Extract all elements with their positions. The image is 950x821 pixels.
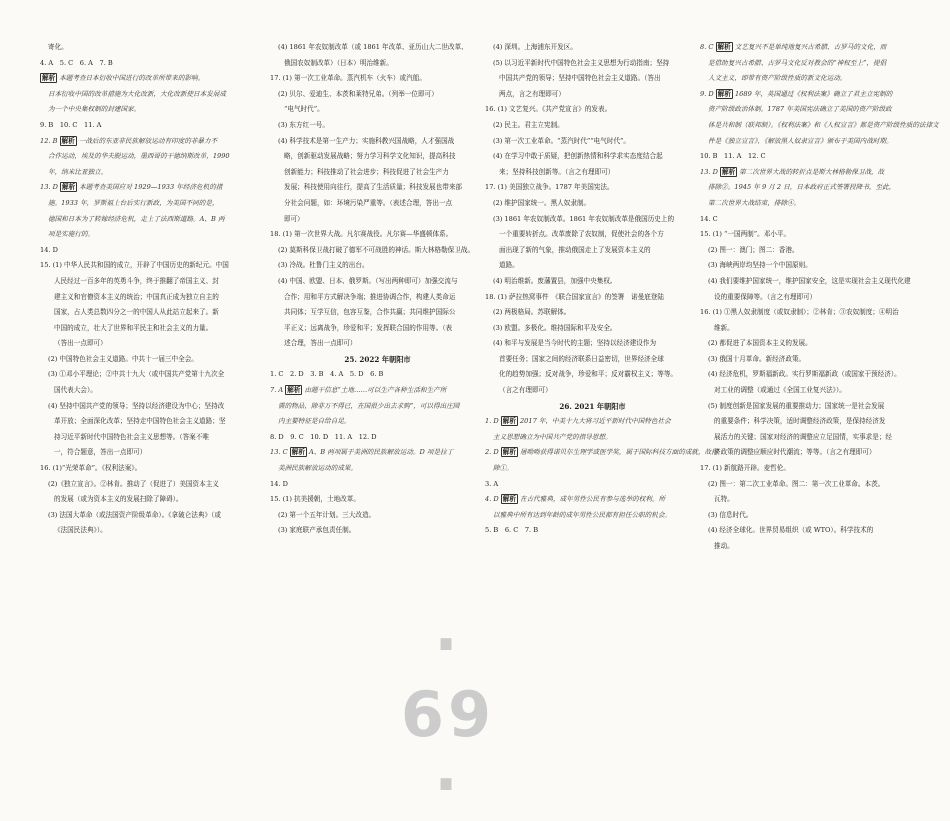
answer-text: 对工业的调整（或通过《全国工业复兴法》）。 — [714, 386, 846, 395]
answer-text: 美洲民族解放运动的成果。 — [278, 464, 358, 473]
answer-text: (3) 欧盟。多极化。维持国际和平及安全。 — [493, 323, 617, 332]
answer-line — [700, 180, 915, 196]
answer-text: 文艺复兴不是单纯地复兴古希腊、古罗马的文化，而 — [734, 43, 887, 51]
answer-text: 合作运动，埃及的华夫脱运动，墨西哥的干德纳斯改革，1990 — [48, 152, 230, 161]
answer-text: 18. (1) 萨拉热窝事件 《联合国家宣言》的签署 诺曼底登陆 — [485, 292, 664, 301]
answer-line — [485, 40, 700, 56]
question-number: 1. D — [485, 417, 499, 426]
question-number: 4. D — [485, 495, 499, 504]
answer-text: 推动。 — [714, 542, 734, 550]
answer-text: 1. C 2. D 3. B 4. A 5. D 6. B — [270, 370, 384, 379]
answer-text: 16. (1) 文艺复兴。《共产党宣言》的发表。 — [485, 105, 612, 114]
answer-text: 略，创新驱动发展战略；努力学习科学文化知识，提高科技 — [284, 152, 456, 161]
answer-text: (2) 贝尔、爱迪生、本茨和莱特兄弟。（列举一位即可） — [278, 89, 438, 98]
answer-line — [40, 430, 255, 446]
answer-text: 第二次世界大战的转折点是斯大林格勒保卫战，故 — [739, 167, 885, 176]
answer-text: 《法国民法典》）。 — [54, 526, 107, 535]
answer-line — [270, 445, 485, 461]
answer-line — [700, 492, 915, 508]
answer-line — [270, 40, 485, 56]
answer-text: (4) 和平与发展是当今时代的主题；坚持以经济建设作为 — [493, 339, 657, 348]
answer-text: 述合理，答出一点即可） — [284, 339, 357, 348]
answer-line — [270, 212, 485, 228]
answer-line — [40, 243, 255, 259]
answer-line — [40, 352, 255, 368]
question-number: 9. D — [700, 89, 714, 98]
answer-line — [485, 165, 700, 181]
answer-text: 18. (1) 第一次世界大战。凡尔赛战役。凡尔赛—华盛顿体系。 — [270, 230, 453, 239]
answer-text: (4) 我们要维护国家统一，维护国家安全，这是实现社会主义现代化建 — [708, 276, 911, 285]
answer-text: 国代表大会）。 — [54, 386, 97, 395]
answer-line — [700, 274, 915, 290]
answer-text: (4) 科学技术是第一生产力；实施科教兴国战略，人才强国战 — [278, 136, 455, 145]
answer-text: 由题干信息“土地……可以生产各种生活和生产所 — [304, 386, 447, 395]
answer-line — [40, 383, 255, 399]
answer-line — [40, 71, 255, 87]
answer-text: 合作；用和平方式解决争端；推进协调合作，构建人类命运 — [284, 292, 456, 301]
answer-line — [270, 290, 485, 306]
answer-line — [270, 508, 485, 524]
answer-text: 一，符合题意，答出一点即可） — [54, 448, 147, 457]
answer-line — [270, 399, 485, 415]
answer-text: (4) 经济全球化。世界贸易组织（或 WTO）。科学技术的 — [708, 526, 874, 535]
answer-line — [40, 461, 255, 477]
answer-line — [270, 118, 485, 134]
answer-text: (2) 图一：澳门；图二：香港。 — [708, 245, 799, 254]
answer-line — [40, 414, 255, 430]
analysis-tag: 解析 — [502, 417, 516, 426]
column-4 — [700, 40, 939, 668]
answer-line — [485, 492, 700, 508]
answer-line — [40, 258, 255, 274]
question-number: 2. D — [485, 448, 499, 457]
answer-text: 3. A — [485, 479, 499, 488]
answer-text: 8. D 9. C 10. D 11. A 12. D — [270, 432, 377, 441]
answer-text: 革开放；全面深化改革；坚持走中国特色社会主义道路；坚 — [54, 417, 226, 426]
answer-text: (2)《独立宣言》。②林肯。推动了（促进了）美国资本主义 — [48, 479, 219, 488]
answer-line — [485, 56, 700, 72]
answer-text: 以雅典中所有达到年龄的成年男性公民都有担任公职的机会。 — [493, 510, 672, 519]
answer-text: 化的趋势加强；反对战争，珍爱和平；反对霸权主义；等等。 — [499, 370, 678, 379]
answer-text: (3) 俄国十月革命。新经济政策。 — [708, 354, 806, 363]
answer-text: 为一个中央集权制的封建国家。 — [48, 105, 141, 114]
answer-line — [700, 134, 915, 150]
answer-line — [270, 243, 485, 259]
analysis-tag: 解析 — [717, 43, 731, 51]
answer-text: 人文主义，即带有资产阶级性质的新文化运动。 — [708, 74, 847, 83]
answer-line — [700, 243, 915, 259]
question-number: 13. D — [40, 183, 58, 192]
answer-line — [40, 40, 255, 56]
answer-line — [485, 336, 700, 352]
answer-text: 第二次世界大战结束，排除④。 — [708, 198, 801, 207]
answer-text: 平正义；远离战争，珍爱和平；发挥联合国的作用等。（表 — [284, 323, 453, 332]
answer-line — [700, 539, 915, 555]
answer-line — [270, 165, 485, 181]
answer-line — [270, 87, 485, 103]
analysis-tag: 解析 — [287, 386, 301, 395]
answer-line — [700, 508, 915, 524]
answer-line — [40, 492, 255, 508]
answer-line — [485, 118, 700, 134]
answer-text: 主义思想确立为中国共产党的指导思想。 — [493, 432, 612, 441]
answer-line — [270, 430, 485, 446]
answer-line — [40, 212, 255, 228]
answer-line — [485, 461, 700, 477]
answer-line — [270, 492, 485, 508]
answer-text: 创新能力；科技推动了社会进步；科技促进了社会生产力 — [284, 167, 449, 176]
answer-line — [700, 414, 915, 430]
answer-text: 人民经过一百多年的英勇斗争，终于推翻了帝国主义、封 — [54, 276, 219, 285]
answer-text: 屠呦呦获得诺贝尔生理学或医学奖，属于国际科技方面的成就，故排 — [519, 448, 718, 457]
answer-text: 14. C — [700, 214, 718, 223]
analysis-tag: 解析 — [717, 89, 731, 98]
answer-text: 2017 年，中美十九大将习近平新时代中国特色社会 — [519, 417, 671, 426]
answer-text: (3) 家庭联产承包责任制。 — [278, 526, 356, 535]
answer-line — [485, 243, 700, 259]
answer-line — [270, 149, 485, 165]
answer-line — [270, 367, 485, 383]
answer-line — [270, 477, 485, 493]
answer-line — [40, 102, 255, 118]
answer-text: (2) 两极格局。苏联解体。 — [493, 308, 571, 317]
answer-text: 16. (1)“光荣革命”。《权利法案》。 — [40, 464, 142, 473]
answer-text: (3) 1861 年农奴制改革。1861 年农奴制改革是俄国历史上的 — [493, 214, 675, 223]
answer-text: 的发展（或为资本主义的发展扫除了障碍）。 — [54, 495, 183, 504]
answer-text: 是借助复兴古希腊、古罗马文化反对教会的“神权至上”，提倡 — [708, 58, 887, 67]
answer-line — [700, 56, 915, 72]
answer-line — [700, 336, 915, 352]
answer-line — [700, 352, 915, 368]
answer-line — [40, 290, 255, 306]
column-1 — [40, 40, 255, 668]
answer-text: (2) 第一个五年计划。三大改造。 — [278, 510, 376, 519]
answer-text: (4) 在学习中敢于质疑，把创新热情和科学求实态度结合起 — [493, 152, 663, 161]
answer-line — [700, 305, 915, 321]
answer-line — [485, 367, 700, 383]
answer-line — [40, 180, 255, 196]
section-heading: 25. 2022 年朝阳市 — [344, 354, 411, 364]
question-number: 12. B — [40, 136, 58, 145]
answer-line — [700, 445, 915, 461]
answer-text: (3) 东方红一号。 — [278, 120, 329, 129]
answer-text: （答出一点即可） — [54, 339, 107, 348]
answer-line — [40, 508, 255, 524]
answer-line — [700, 165, 915, 181]
answer-line — [40, 196, 255, 212]
answer-text: (4) 中国、欧盟、日本、俄罗斯。（写出两种即可）加强交流与 — [278, 276, 458, 285]
answer-text: 14. D — [270, 479, 288, 488]
answer-line — [485, 445, 718, 461]
answer-text: 17. (1) 新航路开辟。麦哲伦。 — [700, 464, 790, 473]
answer-text: 来；坚持科技创新等。（言之有理即可） — [499, 167, 615, 176]
answer-text: 本题考查美国应对 1929—1933 年经济危机的措 — [79, 183, 223, 192]
answer-line — [700, 290, 915, 306]
answer-line — [270, 321, 485, 337]
answer-line — [485, 134, 700, 150]
answer-line — [485, 523, 700, 539]
answer-text: 16. (1) ①黑人奴隶制度（或奴隶制）；②林肯；③农奴制度；④明治 — [700, 308, 899, 317]
answer-text: 项是实施行的。 — [48, 230, 95, 239]
answer-text: (5) 以习近平新时代中国特色社会主义思想为行动指南；坚持 — [493, 58, 670, 67]
answer-text: 15. (1) 中华人民共和国的成立，开辟了中国历史的新纪元。中国 — [40, 261, 229, 270]
answer-line — [485, 102, 700, 118]
answer-line — [700, 227, 915, 243]
column-2 — [270, 40, 485, 668]
answer-text: 15. (1) “一国两制”。邓小平。 — [700, 230, 791, 239]
answer-text: 除①。 — [493, 464, 513, 473]
answer-line — [40, 227, 255, 243]
answer-text: 10. B 11. A 12. C — [700, 152, 766, 161]
answer-line — [485, 71, 700, 87]
question-number: 7. A — [270, 386, 284, 395]
answer-line — [485, 258, 700, 274]
answer-line — [700, 430, 915, 446]
answer-text: 本题考查日本衍收中国进行的改革所带来的影响。 — [59, 74, 205, 83]
answer-text: 德国和日本为了转嫁经济危机，走上了法西斯道路。A、B 两 — [48, 214, 225, 223]
answer-text: 道路。 — [499, 261, 519, 270]
question-number: 8. C — [700, 43, 714, 51]
answer-text: A、B 两项属于美洲的民族解放运动。D 项是拉丁 — [308, 448, 454, 457]
answer-line — [485, 508, 700, 524]
answer-line — [485, 196, 700, 212]
answer-text: 5. B 6. C 7. B — [485, 526, 539, 535]
answer-line — [485, 383, 700, 399]
analysis-tag: 解析 — [42, 74, 56, 83]
answer-line — [40, 445, 255, 461]
answer-text: 15. (1) 抗美援朝，土地改革。 — [270, 495, 360, 504]
answer-text: 展活力的关键；国家对经济的调整应立足国情，实事求是；经 — [714, 432, 893, 441]
answer-line — [270, 305, 485, 321]
answer-text: 体是共和制（联邦制）。《权利法案》和《人权宣言》都是资产阶级性质的法律文 — [708, 120, 939, 129]
answer-line — [40, 399, 255, 415]
answer-text: 两点，言之有理即可） — [499, 89, 565, 98]
answer-text: 面出现了新的气象，推动俄国走上了发展资本主义的 — [499, 245, 651, 254]
answer-line — [700, 40, 915, 56]
answer-text: (4) 深圳。上海浦东开发区。 — [493, 43, 577, 51]
answer-text: “电气时代”。 — [284, 105, 324, 114]
answer-text: 14. D — [40, 245, 58, 254]
answer-text: (2) 图一：第二次工业革命。图二：第一次工业革命。本茨。 — [708, 479, 885, 488]
answer-line — [700, 102, 915, 118]
answer-line — [40, 321, 255, 337]
answer-line — [485, 274, 700, 290]
answer-line — [700, 367, 915, 383]
answer-text: 17. (1) 第一次工业革命。蒸汽机车（火车）或汽船。 — [270, 74, 426, 83]
answer-text: (3) 冷战。杜鲁门主义的出台。 — [278, 261, 369, 270]
answer-text: 瓦特。 — [714, 495, 734, 504]
answer-line — [40, 56, 255, 72]
answer-line — [270, 196, 485, 212]
answer-text: 即可） — [284, 214, 304, 223]
answer-line — [485, 352, 700, 368]
section-heading: 26. 2021 年朝阳市 — [559, 401, 626, 411]
answer-text: (4) 明治维新。废藩置县，加强中央集权。 — [493, 276, 617, 285]
answer-line — [485, 212, 700, 228]
answer-line — [270, 227, 485, 243]
answer-text: 件是《独立宣言》，《解放黑人奴隶宣言》颁布于美国内战时期。 — [708, 136, 893, 145]
answer-text: 寄化。 — [48, 43, 68, 51]
answer-text: 国家，占人类总数四分之一的中国人从此站立起来了。新 — [54, 308, 219, 317]
answer-text: (3) 第一次工业革命。“蒸汽时代”“电气时代”。 — [493, 136, 631, 145]
answer-line — [700, 71, 915, 87]
answer-text: 年，纳米比亚独立。 — [48, 167, 108, 176]
answer-text: (4) 坚持中国共产党的领导；坚持以经济建设为中心；坚持改 — [48, 401, 225, 410]
answer-line — [40, 305, 255, 321]
answer-text: 需的物品，除非万不得已，在国很少出去求购”，可以得出庄园 — [278, 401, 460, 410]
answer-line — [700, 321, 915, 337]
answer-text: 一个重要转折点。改革废除了农奴制，促使社会的各个方 — [499, 230, 664, 239]
answer-line — [700, 212, 915, 228]
answer-text: (3) 法国大革命（或法国资产阶级革命）。《拿破仑法典》（或 — [48, 510, 221, 519]
answer-text: 日本衍收中国的改革措施为大化改新，大化改新使日本发展成 — [48, 89, 227, 98]
answer-line — [270, 461, 485, 477]
answer-line — [485, 321, 700, 337]
answer-line — [700, 149, 915, 165]
answer-text: (3) ①邓小平理论；②中共十九大（或中国共产党第十九次全 — [48, 370, 225, 379]
answer-line — [40, 87, 255, 103]
answer-line — [485, 149, 700, 165]
answer-line — [485, 87, 700, 103]
answer-line — [485, 180, 700, 196]
answer-line — [485, 430, 700, 446]
analysis-tag: 解析 — [291, 448, 305, 457]
answer-text: (3) 信息时代。 — [708, 510, 753, 519]
analysis-tag: 解析 — [61, 183, 76, 192]
answer-text: 俄国农奴制改革）（日本）明治维新。 — [284, 58, 393, 67]
answer-line — [270, 274, 485, 290]
answer-line — [700, 399, 915, 415]
answer-line — [270, 71, 485, 87]
answer-line — [700, 383, 915, 399]
answer-line — [40, 477, 255, 493]
answer-line — [40, 165, 255, 181]
question-number: 13. C — [270, 448, 288, 457]
answer-line — [485, 477, 700, 493]
analysis-tag: 解析 — [721, 167, 736, 176]
answer-line — [485, 305, 700, 321]
answer-line — [700, 118, 939, 134]
answer-line — [700, 461, 915, 477]
answer-text: (3) 海峡两岸均坚持一个中国原则。 — [708, 261, 812, 270]
answer-text: 排除②。1945 年 9 月 2 日，日本政府正式签署投降书，至此， — [708, 183, 896, 192]
answer-text: 维新。 — [714, 323, 734, 332]
answer-line — [40, 118, 255, 134]
answer-line — [700, 477, 915, 493]
answer-text: 9. B 10. C 11. A — [40, 120, 102, 129]
answer-line — [270, 180, 485, 196]
answer-text: (5) 制度创新是国家发展的重要推动力；国家统一是社会发展 — [708, 401, 885, 410]
answer-text: 发展；科技使用向往行，提高了生活质量；科技发展也带来部 — [284, 183, 463, 192]
answer-line — [270, 523, 485, 539]
answer-text: 持习近平新时代中国特色社会主义思想等。（答案不唯 — [54, 432, 209, 441]
answer-text: (4) 1861 年农奴制改革（或 1861 年改革、亚历山大二世改革、 — [278, 43, 468, 51]
answer-line — [485, 227, 700, 243]
answer-line — [40, 336, 255, 352]
answer-text: 17. (1) 美国独立战争。1787 年美国宪法。 — [485, 183, 614, 192]
answer-text: (2) 莫斯科保卫战打破了德军不可战胜的神话。斯大林格勒保卫战。 — [278, 245, 475, 254]
answer-text: 分社会问题，如：环境污染严重等。（表述合理，答出一点 — [284, 198, 453, 207]
answer-text: (2) 中国特色社会主义道路。中共十一届三中全会。 — [48, 354, 198, 363]
answer-line — [270, 336, 485, 352]
answer-text: 共同体；互学互信，包容互鉴，合作共赢；共同维护国际公 — [284, 308, 456, 317]
analysis-tag: 解析 — [502, 495, 516, 504]
answer-line — [270, 414, 485, 430]
question-number: 13. D — [700, 167, 718, 176]
answer-line — [700, 196, 915, 212]
answer-text: 施。1933 年，罗斯福上台后实行新政，为美国不同的是， — [48, 198, 219, 207]
answer-line — [40, 134, 255, 150]
answer-text: 在古代雅典，成年男性公民有参与选举的权利。所 — [519, 495, 666, 504]
answer-line — [700, 87, 915, 103]
answer-line — [270, 258, 485, 274]
answer-text: （言之有理即可） — [499, 386, 552, 395]
answer-text: 中国共产党的领导；坚持中国特色社会主义道路。（答出 — [499, 74, 661, 83]
answer-text: 济政策的调整应顺应时代潮流；等等。（言之有理即可） — [714, 448, 876, 457]
answer-text: 的重要条件；科学决策，适时调整经济政策，是保持经济发 — [714, 417, 886, 426]
analysis-tag: 解析 — [61, 136, 75, 145]
answer-line — [700, 258, 915, 274]
answer-line — [700, 523, 915, 539]
analysis-tag: 解析 — [502, 448, 516, 457]
answer-text: (2) 维护国家统一。黑人奴隶制。 — [493, 198, 591, 207]
answer-text: (2) 民主。君主立宪制。 — [493, 120, 564, 129]
page-number: · 69 · — [400, 608, 496, 821]
answer-line — [40, 149, 255, 165]
answer-line — [270, 102, 485, 118]
answer-text: 一战后的东亚非民族解放运动有印度的非暴力不 — [78, 136, 218, 145]
answer-text: 设的重要保障等。（言之有理即可） — [714, 292, 817, 301]
answer-text: 建主义和官僚资本主义的统治；中国真正成为独立自主的 — [54, 292, 219, 301]
answer-text: 内主要特征是自给自足。 — [278, 417, 351, 426]
answer-text: 1689 年，英国通过《权利法案》确立了君主立宪制的 — [734, 89, 893, 98]
answer-text: 资产阶级政治体制。1787 年美国宪法确立了美国的资产阶级政 — [708, 105, 892, 114]
answer-line — [270, 134, 485, 150]
answer-text: (4) 经济危机，罗斯福新政。实行罗斯福新政（或国家干预经济）。 — [708, 370, 901, 379]
answer-line — [485, 290, 700, 306]
answer-line — [270, 56, 485, 72]
answer-line — [40, 274, 255, 290]
answer-line — [485, 414, 700, 430]
answer-line — [40, 523, 255, 539]
answer-text: (2) 都促进了本国资本主义的发展。 — [708, 339, 812, 348]
answer-text: 首要任务；国家之间的经济联系日益密切，世界经济全球 — [499, 354, 664, 363]
answer-line — [270, 383, 485, 399]
answer-text: 4. A 5. C 6. A 7. B — [40, 58, 113, 67]
answer-text: 中国的成立，壮大了世界和平民主和社会主义的力量。 — [54, 323, 213, 332]
answer-line — [40, 367, 255, 383]
